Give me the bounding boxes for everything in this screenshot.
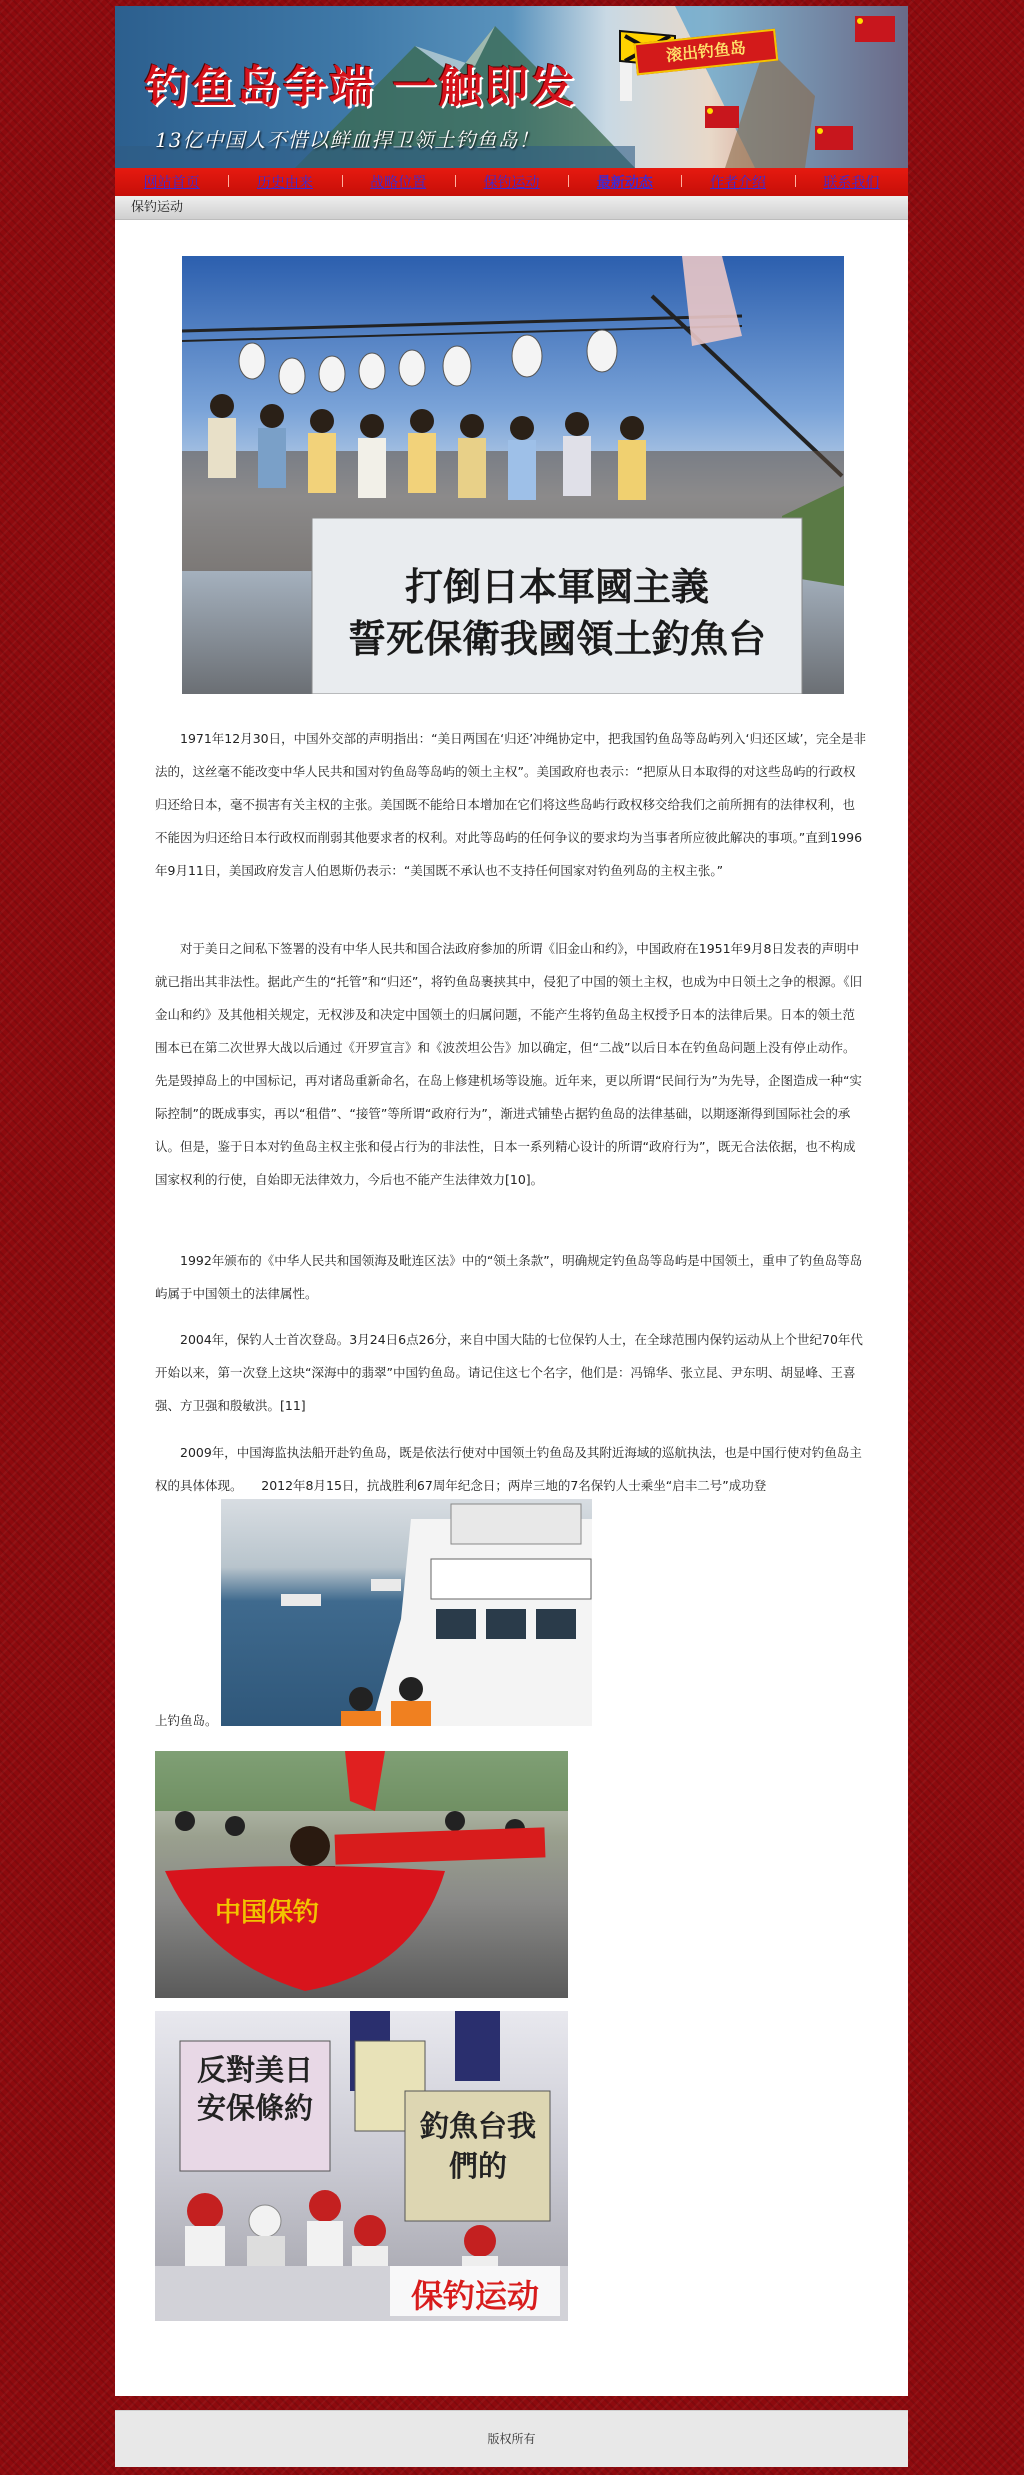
protest-banner-line-1: 打倒日本軍國主義 (404, 565, 709, 609)
nav-item-contact[interactable]: 联系我们 (795, 172, 908, 192)
protest-sign-diaoyu-ours: 釣魚台我們的 (419, 2109, 536, 2183)
banner-title: 钓鱼岛争端 一触即发 (145, 62, 577, 113)
article-photo-red-banner-rally (155, 1751, 568, 1998)
banner-subtitle: 13亿中国人不惜以鲜血捍卫领土钓鱼岛！ (155, 128, 540, 152)
article-photo-patrol-ship (221, 1499, 592, 1726)
header-banner (115, 6, 908, 168)
nav-item-author[interactable]: 作者介绍 (681, 172, 794, 192)
article-photo-protest-boat (182, 256, 844, 694)
article-paragraph-2: 对于美日之间私下签署的没有中华人民共和国合法政府参加的所谓《旧金山和约》，中国政府在1951年9月8日发表的声明中就已指出其非法性。据此产生的“托管”和“归还”，将钓鱼岛裹挟其中，侵犯了中国的领土主权，也成为中日领土之争的根源。《旧金山和约》及其他相关规定，无权涉及和决定中国领土的归属问题，不能产生将钓鱼岛主权授予日本的法律后果。日本的领土范围本已在第二次世界大战以后通过《开罗宣言》和《波茨坦公告》加以确定，但“二战”以后日本在钓鱼岛问题上没有停止动作。先是毁掉岛上的中国标记，再对诸岛重新命名，在岛上修建机场等设施。近年来，更以所谓“民间行为”为先导，企图造成一种“实际控制”的既成事实，再以“租借”、“接管”等所谓“政府行为”，渐进式铺垫占据钓鱼岛的法律基础，以期逐渐得到国际社会的承认。但是，鉴于日本对钓鱼岛主权主张和侵占行为的非法性，日本一系列精心设计的所谓“政府行为”，既无合法依据，也不构成国家权利的行使，自始即无法律效力，今后也不能产生法律效力[10]。 (155, 941, 863, 1187)
article-paragraph-4: 2004年，保钓人士首次登岛。3月24日6点26分，来自中国大陆的七位保钓人士，在全球范围内保钓运动从上个世纪70年代开始以来，第一次登上这块“深海中的翡翠”中国钓鱼岛。请记住这七个名字，他们是：冯锦华、张立昆、尹东明、胡显峰、王喜强、方卫强和殷敏洪。[11] (155, 1332, 863, 1413)
banner-protest-sign: 滚出钓鱼岛 (634, 29, 779, 76)
footer-copyright: 版权所有 (115, 2410, 908, 2467)
article-paragraph-3: 1992年颁布的《中华人民共和国领海及毗连区法》中的“领土条款”，明确规定钓鱼岛等岛屿是中国领土，重申了钓鱼岛等岛屿属于中国领土的法律属性。 (155, 1253, 863, 1301)
photo-caption-baodiao: 保钓运动 (410, 2277, 539, 2315)
article-paragraph-1: 1971年12月30日，中国外交部的声明指出：“美日两国在‘归还’冲绳协定中，把我国钓鱼岛等岛屿列入‘归还区域’，完全是非法的，这丝毫不能改变中华人民共和国对钓鱼岛等岛屿的领土主权”。美国政府也表示：“把原从日本取得的对这些岛屿的行政权归还给日本，毫不损害有关主权的主张。美国既不能给日本增加在它们将这些岛屿行政权移交给我们之前所拥有的法律权利，也不能因为归还给日本行政权而削弱其他要求者的权利。对此等岛屿的任何争议的要求均为当事者所应彼此解决的事项。”直到1996年9月11日，美国政府发言人伯恩斯仍表示：“美国既不承认也不支持任何国家对钓鱼列岛的主权主张。” (155, 731, 866, 878)
nav-item-latest-news[interactable]: 最新动态 (568, 172, 681, 192)
page-container (115, 6, 908, 2396)
protest-banner-line-2: 誓死保衛我國領土釣魚台 (347, 617, 766, 661)
article-paragraph-5: 2009年，中国海监执法船开赴钓鱼岛，既是依法行使对中国领土钓鱼岛及其附近海域的巡航执法，也是中国行使对钓鱼岛主权的具体体现。 2012年8月15日，抗战胜利67周年纪念日；两岸三地的7名保钓人士乘坐“启丰二号”成功登 (155, 1445, 862, 1493)
nav-item-history[interactable]: 历史由来 (228, 172, 341, 192)
nav-item-baodiao-movement[interactable]: 保钓运动 (455, 172, 568, 192)
main-nav (115, 168, 908, 196)
protest-sign-anti-treaty: 反對美日安保條約 (196, 2053, 313, 2125)
patrol-ship-illustration (221, 1499, 592, 1726)
article-photo-protest-signs (155, 2011, 568, 2321)
red-banner-rally-illustration (155, 1751, 568, 1998)
nav-item-strategic-location[interactable]: 战略位置 (342, 172, 455, 192)
breadcrumb: 保钓运动 (115, 196, 908, 220)
nav-item-home[interactable]: 网站首页 (143, 175, 200, 191)
svg-text:中国保钓: 中国保钓 (215, 1898, 320, 1928)
article-paragraph-5-tail: 上钓鱼岛。 (155, 1713, 218, 1728)
